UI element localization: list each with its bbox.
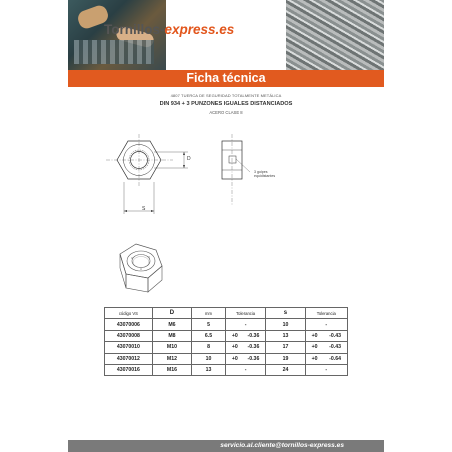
tolerance-value: -0.36 [247, 355, 260, 362]
table-header-row [105, 308, 348, 319]
tolerance-value: +0 [311, 344, 318, 351]
cell-tolerance-2 [305, 330, 347, 341]
punch-note: 3 golpes equidistantes [254, 170, 276, 179]
footer-bar [68, 440, 384, 452]
nut-3d-illustration [104, 236, 174, 298]
cell-tolerance-1: - [225, 364, 265, 375]
dim-d-label: D [187, 156, 191, 162]
cell-s: 24 [266, 364, 305, 375]
cell-s: 10 [266, 319, 305, 330]
cell-tolerance-1: - [225, 319, 265, 330]
tolerance-value: -0.43 [329, 344, 341, 351]
cell-code: 43070006 [105, 319, 153, 330]
cell-mm: 10 [192, 353, 226, 364]
col-d: D [152, 308, 191, 319]
brand-part-2: express.es [164, 22, 235, 37]
cell-d: M12 [152, 353, 191, 364]
cell-mm: 5 [192, 319, 226, 330]
dim-s-label: S [142, 206, 146, 212]
cell-d: M8 [152, 330, 191, 341]
cell-tolerance-1 [225, 330, 265, 341]
tolerance-value: -0.43 [329, 332, 341, 339]
tolerance-value: +0 [311, 355, 318, 362]
col-s: s [266, 308, 305, 319]
table-row [105, 319, 348, 330]
col-mm: mm [192, 308, 226, 319]
cell-mm: 13 [192, 364, 226, 375]
product-description: 4807 TUERCA DE SEGURIDAD TOTALMENTE METÁLICA [170, 93, 282, 98]
tolerance-value: -0.64 [329, 355, 341, 362]
cell-tolerance-1 [225, 353, 265, 364]
cell-code: 43070008 [105, 330, 153, 341]
tolerance-value: +0 [231, 332, 238, 339]
cell-code: 43070012 [105, 353, 153, 364]
col-code: código VS [105, 308, 153, 319]
cell-d: M6 [152, 319, 191, 330]
page-title: Ficha técnica [186, 71, 266, 85]
col-tolerance-2: Tolerancia [305, 308, 347, 319]
cell-mm: 8 [192, 342, 226, 353]
cell-tolerance-2 [305, 353, 347, 364]
brand-part-1: Tornillos- [104, 22, 165, 37]
tolerance-value: +0 [231, 344, 238, 351]
tolerance-value: +0 [231, 355, 238, 362]
cell-s: 17 [266, 342, 305, 353]
title-bar [68, 70, 384, 87]
cell-mm: 6.5 [192, 330, 226, 341]
cell-tolerance-1 [225, 342, 265, 353]
table-row [105, 364, 348, 375]
tolerance-value: -0.36 [247, 332, 260, 339]
product-standard: DIN 934 + 3 PUNZONES IGUALES DISTANCIADOS [159, 101, 293, 107]
cell-tolerance-2: - [305, 364, 347, 375]
table-row [105, 342, 348, 353]
cell-s: 13 [266, 330, 305, 341]
cell-d: M16 [152, 364, 191, 375]
tolerance-value: +0 [311, 332, 318, 339]
footer-email-link[interactable]: servicio.al.cliente@tornillos-express.es [220, 442, 344, 449]
table-row [105, 330, 348, 341]
table-row [105, 353, 348, 364]
brand-logo[interactable] [104, 22, 234, 37]
cell-tolerance-2 [305, 342, 347, 353]
cell-code: 43070016 [105, 364, 153, 375]
cell-d: M10 [152, 342, 191, 353]
col-tolerance-1: Tolerancia [225, 308, 265, 319]
tolerance-value: -0.36 [247, 344, 260, 351]
cell-tolerance-2: - [305, 319, 347, 330]
cell-s: 19 [266, 353, 305, 364]
spec-table [104, 307, 348, 376]
screws-photo [286, 0, 384, 70]
product-material: ACERO CLASE 8 [209, 110, 243, 115]
cell-code: 43070010 [105, 342, 153, 353]
